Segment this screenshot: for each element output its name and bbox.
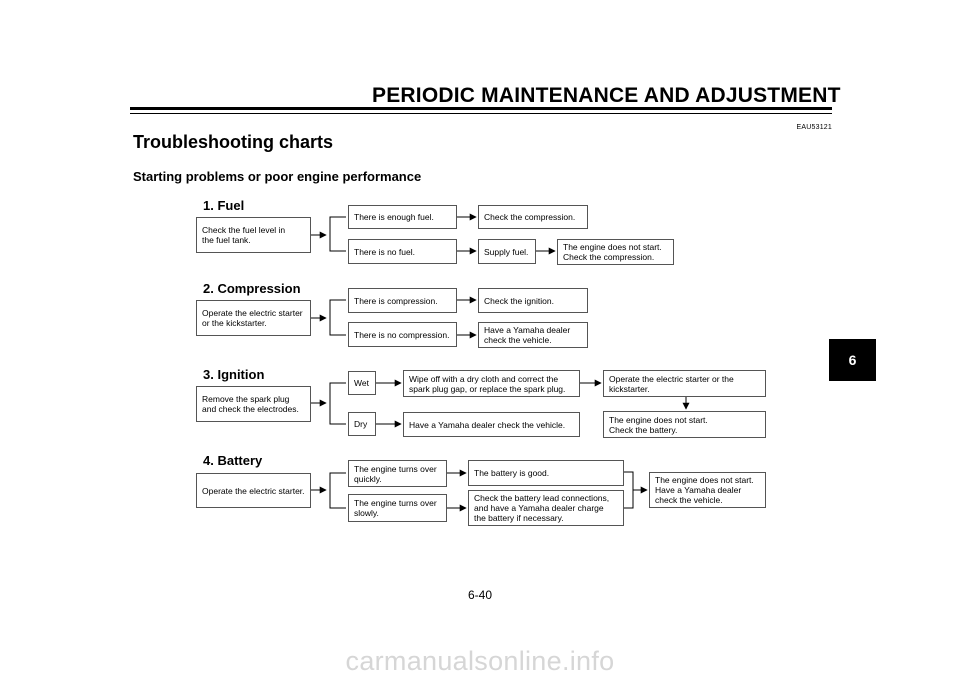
battery-quick-result-box: The battery is good. bbox=[468, 460, 624, 486]
battery-slow-box: The engine turns over slowly. bbox=[348, 494, 447, 522]
compression-start-box: Operate the electric starter or the kickstarter. bbox=[196, 300, 311, 336]
page-subtitle: Starting problems or poor engine performance bbox=[133, 169, 422, 184]
fuel-no-box: There is no fuel. bbox=[348, 239, 457, 264]
battery-slow-result-box: Check the battery lead connections, and have a Yamaha dealer charge the battery if necessary. bbox=[468, 490, 624, 526]
fuel-yes-box: There is enough fuel. bbox=[348, 205, 457, 229]
compression-no-box: There is no compression. bbox=[348, 322, 457, 347]
fuel-no-result-box: The engine does not start. Check the compression. bbox=[557, 239, 674, 265]
ignition-wet-box: Wet bbox=[348, 371, 376, 395]
watermark: carmanualsonline.info bbox=[345, 646, 615, 676]
compression-yes-result-box: Check the ignition. bbox=[478, 288, 588, 313]
section-title-battery: 4. Battery bbox=[203, 453, 263, 468]
page-title: Troubleshooting charts bbox=[133, 132, 334, 152]
battery-final-box: The engine does not start. Have a Yamaha dealer check the vehicle. bbox=[649, 472, 766, 508]
doc-code: EAU53121 bbox=[796, 124, 832, 131]
compression-yes-box: There is compression. bbox=[348, 288, 457, 313]
page-header-title: PERIODIC MAINTENANCE AND ADJUSTMENT bbox=[372, 84, 841, 107]
ignition-dry-action-box: Have a Yamaha dealer check the vehicle. bbox=[403, 412, 580, 437]
page-number: 6-40 bbox=[467, 588, 493, 602]
ignition-final-box: The engine does not start. Check the battery. bbox=[603, 411, 766, 438]
battery-start-box: Operate the electric starter. bbox=[196, 473, 311, 508]
section-title-compression: 2. Compression bbox=[203, 281, 301, 296]
fuel-yes-result-box: Check the compression. bbox=[478, 205, 588, 229]
ignition-start-box: Remove the spark plug and check the electrodes. bbox=[196, 386, 311, 422]
compression-no-result-box: Have a Yamaha dealer check the vehicle. bbox=[478, 322, 588, 348]
ignition-wet-action-box: Wipe off with a dry cloth and correct the spark plug gap, or replace the spark plug. bbox=[403, 370, 580, 397]
chapter-tab: 6 bbox=[829, 339, 876, 381]
fuel-start-box: Check the fuel level in the fuel tank. bbox=[196, 217, 311, 253]
ignition-dry-box: Dry bbox=[348, 412, 376, 436]
ignition-wet-result-box: Operate the electric starter or the kickstarter. bbox=[603, 370, 766, 397]
section-title-fuel: 1. Fuel bbox=[203, 198, 245, 213]
battery-quick-box: The engine turns over quickly. bbox=[348, 460, 447, 487]
section-title-ignition: 3. Ignition bbox=[203, 367, 265, 382]
fuel-no-action-box: Supply fuel. bbox=[478, 239, 536, 264]
